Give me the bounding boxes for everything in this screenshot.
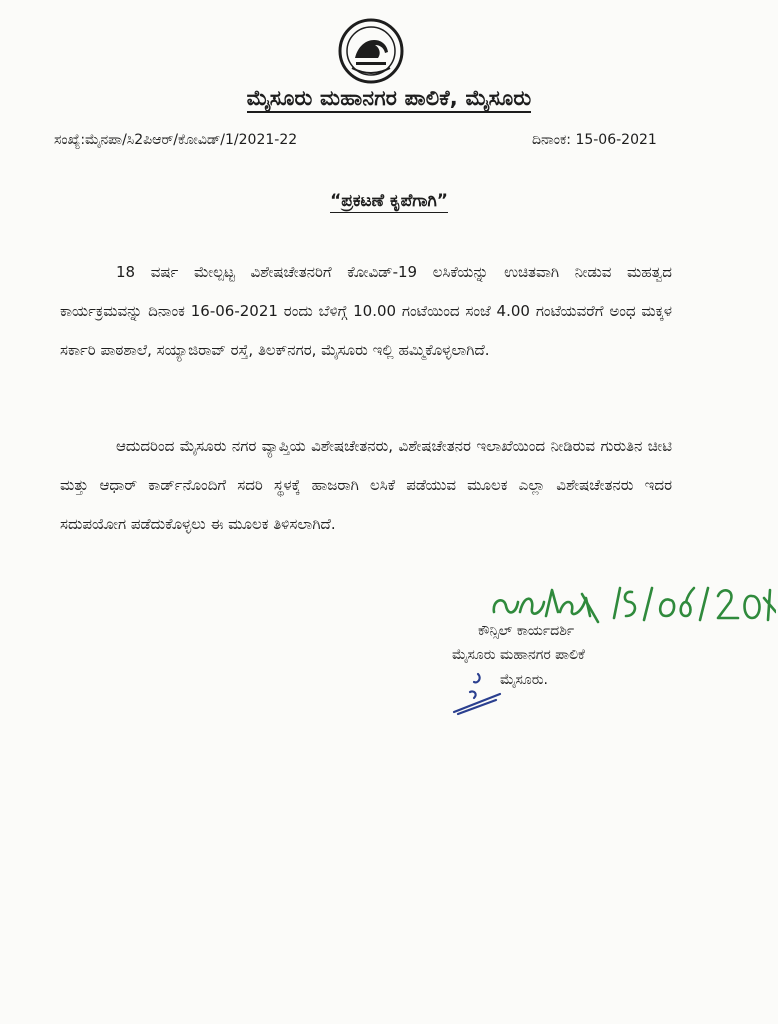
notice-heading [0,191,778,211]
corporation-seal-logo [338,18,404,84]
reference-number: ಸಂಖ್ಯೆ:ಮೈನಪಾ/ಸಿ2ಪಿಆರ್/ಕೋವಿಡ್/1/2021-22 [54,132,298,148]
approval-tick-mark [448,668,508,718]
signatory-organization: ಮೈಸೂರು ಮಹಾನಗರ ಪಾಲಿಕೆ [452,647,585,663]
notice-paragraph-2: ಆದುದರಿಂದ ಮೈಸೂರು ನಗರ ವ್ಯಾಪ್ತಿಯ ವಿಶೇಷಚೇತನರು, ವಿಶೇಷಚೇತನರ ಇಲಾಖೆಯಿಂದ ನೀಡಿರುವ ಗುರುತಿನ ಚೀಟಿ ಮತ್ತು ಆಧಾರ್ ಕಾರ್ಡ್‌ನೊಂದಿಗೆ ಸದರಿ ಸ್ಥಳಕ್ಕೆ ಹಾಜರಾಗಿ ಲಸಿಕೆ ಪಡೆಯುವ ಮೂಲಕ ಎಲ್ಲಾ ವಿಶೇಷಚೇತನರು ಇದರ ಸದುಪಯೋಗ ಪಡೆದುಕೊಳ್ಳಲು ಈ ಮೂಲಕ ತಿಳಿಸಲಾಗಿದೆ. [60,437,672,533]
org-title [0,86,778,111]
notice-paragraph-1: 18 ವರ್ಷ ಮೇಲ್ಪಟ್ಟ ವಿಶೇಷಚೇತನರಿಗೆ ಕೋವಿಡ್-19 ಲಸಿಕೆಯನ್ನು ಉಚಿತವಾಗಿ ನೀಡುವ ಮಹತ್ವದ ಕಾರ್ಯಕ್ರಮವನ್ನು ದಿನಾಂಕ 16-06-2021 ರಂದು ಬೆಳಿಗ್ಗೆ 10.00 ಗಂಟೆಯಿಂದ ಸಂಜೆ 4.00 ಗಂಟೆಯವರೆಗೆ ಅಂಧ ಮಕ್ಕಳ ಸರ್ಕಾರಿ ಪಾಠಶಾಲೆ, ಸಯ್ಯಾಜಿರಾವ್ ರಸ್ತೆ, ತಿಲಕ್‌ನಗರ, ಮೈಸೂರು ಇಲ್ಲಿ ಹಮ್ಮಿಕೊಳ್ಳಲಾಗಿದೆ. [60,263,672,359]
org-title-text: ಮೈಸೂರು ಮಹಾನಗರ ಪಾಲಿಕೆ, ಮೈಸೂರು [247,86,532,113]
notice-heading-text: “ಪ್ರಕಟಣೆ ಕೃಪೆಗಾಗಿ” [330,191,448,211]
notice-date: ದಿನಾಂಕ: 15-06-2021 [532,132,657,148]
signatory-city: ಮೈಸೂರು. [500,672,549,688]
signatory-designation: ಕೌನ್ಸಿಲ್ ಕಾರ್ಯದರ್ಶಿ [478,623,575,639]
